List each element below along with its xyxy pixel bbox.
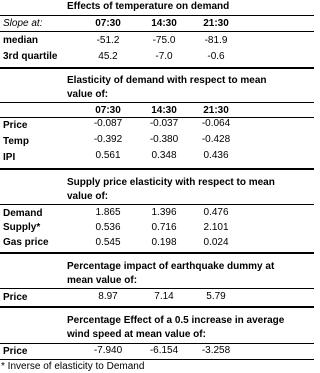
col-header: 21:30	[203, 105, 229, 116]
cell: -0.064	[201, 118, 231, 129]
row-label: 3rd quartile	[3, 51, 58, 62]
cell: 0.436	[203, 150, 229, 161]
row-label: Gas price	[3, 237, 49, 248]
row-label: Supply*	[3, 222, 41, 233]
divider	[0, 204, 314, 205]
cell: -3.258	[201, 345, 231, 356]
col-header: 14:30	[151, 18, 177, 29]
cell: 8.97	[98, 291, 118, 302]
cell: -51.2	[96, 35, 120, 46]
row-label: median	[3, 35, 39, 46]
cell: 7.14	[154, 291, 174, 302]
cell: 45.2	[98, 51, 118, 62]
section3-title-line1: Supply price elasticity with respect to mean	[67, 177, 275, 188]
cell: 0.545	[95, 237, 121, 248]
footnote: * Inverse of elasticity to Demand	[1, 361, 145, 372]
slope-at-label: Slope at:	[3, 18, 43, 29]
col-header: 07:30	[95, 105, 121, 116]
divider	[0, 288, 314, 289]
divider	[0, 359, 314, 360]
section-divider	[0, 252, 314, 254]
cell: 0.024	[203, 237, 229, 248]
cell: -0.037	[149, 118, 179, 129]
cell: 0.536	[95, 222, 121, 233]
divider	[0, 15, 314, 16]
cell: -7.940	[93, 345, 123, 356]
section5-title-line2: wind speed at mean value of:	[67, 329, 206, 340]
col-header: 21:30	[203, 18, 229, 29]
cell: 1.865	[95, 207, 121, 218]
row-label: Demand	[3, 208, 43, 219]
cell: 0.198	[151, 237, 177, 248]
section-divider	[0, 67, 314, 69]
cell: 0.348	[151, 150, 177, 161]
divider	[0, 102, 314, 103]
col-header: 07:30	[95, 18, 121, 29]
cell: 2.101	[203, 222, 229, 233]
section2-title-line1: Elasticity of demand with respect to mean	[67, 75, 267, 86]
section5-title-line1: Percentage Effect of a 0.5 increase in average	[67, 315, 285, 326]
row-label: Price	[3, 120, 28, 131]
divider	[0, 343, 314, 344]
section4-title-line2: mean value of:	[67, 275, 138, 286]
cell: -7.0	[155, 51, 173, 62]
divider	[0, 31, 314, 32]
row-label: Price	[3, 292, 28, 303]
section2-title-line2: value of:	[67, 89, 109, 100]
cell: -0.428	[201, 134, 231, 145]
section1-title: Effects of temperature on demand	[67, 1, 230, 12]
col-header: 14:30	[151, 105, 177, 116]
cell: 1.396	[151, 207, 177, 218]
cell: -0.6	[207, 51, 225, 62]
section-divider	[0, 168, 314, 170]
section-divider	[0, 306, 314, 308]
cell: -6.154	[149, 345, 179, 356]
cell: 0.716	[151, 222, 177, 233]
section4-title-line1: Percentage impact of earthquake dummy at	[67, 261, 275, 272]
row-label: IPI	[3, 152, 16, 163]
cell: -0.087	[93, 118, 123, 129]
cell: 0.561	[95, 150, 121, 161]
cell: -81.9	[204, 35, 228, 46]
cell: -75.0	[152, 35, 176, 46]
row-label: Temp	[3, 136, 29, 147]
row-label: Price	[3, 346, 28, 357]
section3-title-line2: value of:	[67, 191, 109, 202]
cell: -0.392	[93, 134, 123, 145]
cell: 0.476	[203, 207, 229, 218]
cell: 5.79	[206, 291, 226, 302]
cell: -0.380	[149, 134, 179, 145]
